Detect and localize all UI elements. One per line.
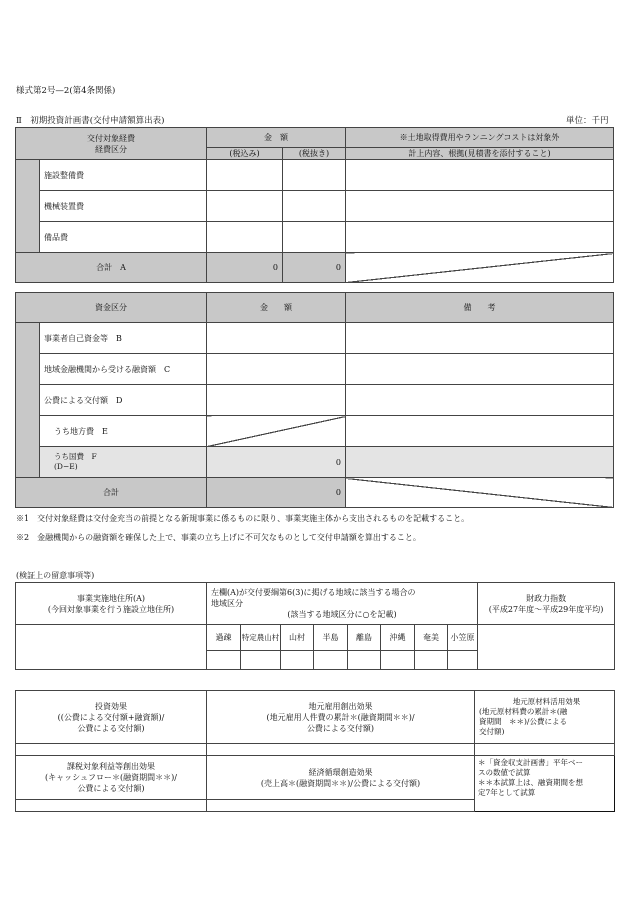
row-self-fund-label: 事業者自己資金等 B — [40, 323, 207, 354]
invest-line2: ((公費による交付額+融資額)/ — [57, 712, 165, 722]
region-tokutei: 特定農山村 — [241, 625, 281, 651]
equipment-tax-out-cell[interactable] — [283, 222, 346, 253]
invest-effect-header — [16, 691, 207, 744]
loan-remark-cell[interactable] — [346, 354, 614, 385]
employ-effect-header — [207, 691, 475, 744]
fund-total-label: 合計 — [16, 478, 207, 508]
employ-line1: 地元雇用創出効果 — [308, 701, 373, 711]
fiscal-input-cell[interactable] — [478, 625, 615, 670]
total-a-tax-out: 0 — [283, 253, 346, 283]
fiscal-header-line1: 財政力指数 — [526, 593, 567, 603]
fund-total-value: 0 — [207, 478, 346, 508]
effects-table — [15, 690, 615, 812]
row-public-grant-label: 公費による交付額 D — [40, 385, 207, 416]
region-sanson: 山村 — [281, 625, 314, 651]
note-2: ※2 金融機関からの融資額を確保した上で、事業の立ち上げに不可欠なものとして交付申請額を算出すること。 — [16, 533, 421, 542]
tax-line2: (キャッシュフロー＊(融資期間＊＊)/ — [45, 773, 177, 782]
form-number: 様式第2号—2(第4条関係) — [16, 86, 116, 96]
expense-table — [15, 127, 614, 283]
verify-title: (検証上の留意事項等) — [16, 571, 95, 580]
equipment-tax-in-cell[interactable] — [207, 222, 283, 253]
material-line1: 地元原材料活用効果 — [512, 697, 581, 706]
note-header: ※土地取得費用やランニングコストは対象外 — [346, 128, 614, 148]
fiscal-header — [478, 583, 615, 625]
address-header-line2: (今回対象事業を行う施設立地住所) — [47, 604, 175, 614]
region-okinawa: 沖縄 — [381, 625, 415, 651]
region-amami-mark[interactable] — [415, 651, 448, 670]
self-fund-amount-cell[interactable] — [207, 323, 346, 354]
fund-category-header: 資金区分 — [16, 293, 207, 323]
region-ogasawara-mark[interactable] — [448, 651, 478, 670]
invest-line1: 投資効果 — [95, 701, 127, 711]
region-okinawa-mark[interactable] — [381, 651, 415, 670]
loan-amount-cell[interactable] — [207, 354, 346, 385]
employ-line3: 公費による交付額) — [306, 723, 375, 733]
local-remark-cell[interactable] — [346, 416, 614, 447]
region-amami: 奄美 — [415, 625, 448, 651]
material-value-cell[interactable] — [475, 744, 615, 756]
note-1: ※1 交付対象経費は交付金充当の前提となる新規事業に係るものに限り、事業実施主体から支出されるものを記載すること。 — [16, 514, 470, 523]
row-loan-label: 地域金融機関から受ける融資額 C — [40, 354, 207, 385]
footnote-line3: ＊＊本試算上は、融資期間を想 — [478, 778, 583, 787]
invest-line3: 公費による交付額) — [77, 723, 145, 733]
section-title: Ⅱ 初期投資計画書(交付申請額算出表) — [16, 116, 165, 126]
region-header-line1: 左欄(A)が交付要綱第6(3)に掲げる地域に該当する場合の — [211, 588, 416, 597]
tax-value-cell[interactable] — [16, 800, 207, 812]
region-header-line3: (該当する地域区分に○を記載) — [287, 610, 397, 619]
cycle-value-cell[interactable] — [207, 800, 475, 812]
facility-note-cell[interactable] — [346, 160, 614, 191]
region-kaso-mark[interactable] — [207, 651, 241, 670]
region-ritou: 離島 — [348, 625, 381, 651]
row-national-label — [40, 447, 207, 478]
region-header-line2: 地域区分 — [211, 599, 243, 608]
tax-effect-header — [16, 756, 207, 800]
tax-line1: 課税対象利益等創出効果 — [67, 762, 155, 771]
amount-header: 金 額 — [207, 128, 346, 148]
employ-value-cell[interactable] — [207, 744, 475, 756]
region-hanto: 半島 — [314, 625, 348, 651]
row-facility-label: 施設整備費 — [40, 160, 207, 191]
fund-side-strip — [16, 323, 40, 478]
national-amount-value: 0 — [207, 447, 346, 478]
national-label-line1: うち国費 F — [54, 452, 97, 461]
public-grant-remark-cell[interactable] — [346, 385, 614, 416]
fund-total-remark-crossed — [346, 478, 614, 508]
region-ogasawara: 小笠原 — [448, 625, 478, 651]
facility-tax-in-cell[interactable] — [207, 160, 283, 191]
expense-header-line2: 経費区分 — [95, 144, 127, 154]
public-grant-amount-cell[interactable] — [207, 385, 346, 416]
row-equipment-label: 備品費 — [40, 222, 207, 253]
tax-out-header: (税抜き) — [283, 148, 346, 160]
cycle-effect-header — [207, 756, 475, 800]
self-fund-remark-cell[interactable] — [346, 323, 614, 354]
employ-line2: (地元雇用人件費の累計＊(融資期間＊＊)/ — [266, 712, 415, 722]
footnote-line2: スの数値で試算 — [478, 768, 531, 777]
expense-side-strip — [16, 160, 40, 253]
region-kaso: 過疎 — [207, 625, 241, 651]
total-a-note-crossed — [346, 253, 614, 283]
national-remark-cell — [346, 447, 614, 478]
fund-amount-header: 金 額 — [207, 293, 346, 323]
verify-table — [15, 582, 615, 670]
tax-line3: 公費による交付額) — [77, 784, 145, 793]
region-header — [207, 583, 478, 625]
invest-value-cell[interactable] — [16, 744, 207, 756]
fiscal-header-line2: (平成27年度〜平成29年度平均) — [488, 604, 604, 614]
total-a-tax-in: 0 — [207, 253, 283, 283]
footnote-line4: 定7年として試算 — [478, 788, 536, 797]
row-local-label: うち地方費 E — [40, 416, 207, 447]
unit-label: 単位：千円 — [566, 116, 609, 126]
machine-tax-in-cell[interactable] — [207, 191, 283, 222]
material-line3: 資期間 ＊＊)/公費による — [479, 717, 567, 726]
region-sanson-mark[interactable] — [281, 651, 314, 670]
cycle-line2: (売上高＊(融資期間＊＊)/公費による交付額) — [260, 778, 421, 788]
address-input-cell[interactable] — [16, 625, 207, 670]
row-machine-label: 機械装置費 — [40, 191, 207, 222]
footnote-line1: ＊「資金収支計画書」平年ベー — [478, 758, 583, 767]
facility-tax-out-cell[interactable] — [283, 160, 346, 191]
region-hanto-mark[interactable] — [314, 651, 348, 670]
expense-header-line1: 交付対象経費 — [87, 133, 135, 143]
cycle-line1: 経済循環創造効果 — [308, 767, 373, 777]
national-label-line2: (D−E) — [54, 462, 78, 471]
address-header — [16, 583, 207, 625]
address-header-line1: 事業実施地住所(A) — [76, 593, 146, 603]
footnote-cell — [475, 756, 615, 812]
local-amount-crossed — [207, 416, 346, 447]
expense-category-header — [16, 128, 207, 160]
region-tokutei-mark[interactable] — [241, 651, 281, 670]
material-effect-header — [475, 691, 615, 744]
note-subheader: 計上内容、根拠(見積書を添付すること) — [346, 148, 614, 160]
machine-note-cell[interactable] — [346, 191, 614, 222]
machine-tax-out-cell[interactable] — [283, 191, 346, 222]
total-a-label: 合計 A — [16, 253, 207, 283]
fund-remark-header: 備 考 — [346, 293, 614, 323]
region-ritou-mark[interactable] — [348, 651, 381, 670]
tax-in-header: (税込み) — [207, 148, 283, 160]
material-line4: 交付額) — [479, 727, 505, 736]
material-line2: (地元原材料費の累計＊(融 — [479, 707, 568, 716]
funding-table — [15, 292, 614, 508]
equipment-note-cell[interactable] — [346, 222, 614, 253]
